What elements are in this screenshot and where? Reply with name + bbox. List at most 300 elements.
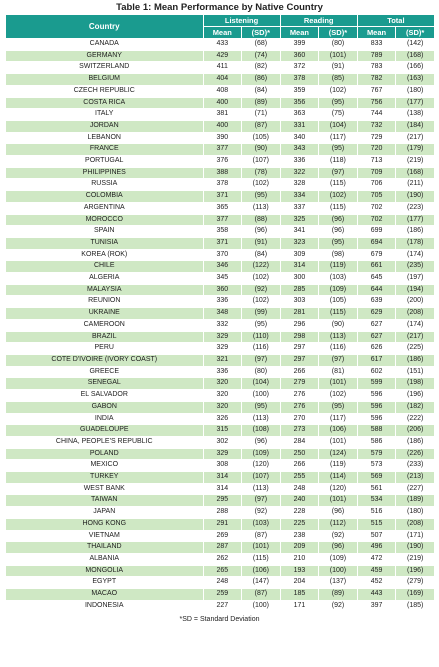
total-sd-cell: (208)	[396, 308, 435, 320]
country-cell: JORDAN	[6, 120, 204, 132]
listening-sd-cell: (102)	[242, 296, 281, 308]
table-row	[6, 589, 435, 601]
reading-sd-cell: (75)	[319, 109, 358, 121]
table-row	[6, 109, 435, 121]
total-mean-cell: 713	[357, 156, 396, 168]
reading-sd-cell: (95)	[319, 97, 358, 109]
reading-mean-cell: 228	[280, 507, 319, 519]
table-row	[6, 507, 435, 519]
listening-mean-cell: 326	[203, 413, 242, 425]
country-cell: CANADA	[6, 39, 204, 51]
listening-sd-cell: (106)	[242, 565, 281, 577]
table-row	[6, 577, 435, 589]
listening-mean-cell: 433	[203, 39, 242, 51]
country-cell: CHINA, PEOPLE'S REPUBLIC	[6, 436, 204, 448]
country-cell: GERMANY	[6, 50, 204, 62]
listening-mean-cell: 332	[203, 319, 242, 331]
listening-mean-cell: 400	[203, 97, 242, 109]
reading-sd-cell: (119)	[319, 261, 358, 273]
country-cell: EL SALVADOR	[6, 390, 204, 402]
reading-sd-cell: (109)	[319, 284, 358, 296]
reading-sd-cell: (137)	[319, 577, 358, 589]
total-sd-cell: (138)	[396, 109, 435, 121]
listening-sd-cell: (97)	[242, 495, 281, 507]
table-row	[6, 202, 435, 214]
total-mean-cell: 452	[357, 577, 396, 589]
country-cell: EGYPT	[6, 577, 204, 589]
listening-mean-cell: 265	[203, 565, 242, 577]
listening-mean-cell: 408	[203, 85, 242, 97]
country-cell: BELGIUM	[6, 74, 204, 86]
reading-mean-cell: 300	[280, 273, 319, 285]
reading-sd-cell: (95)	[319, 237, 358, 249]
reading-mean-cell: 341	[280, 226, 319, 238]
total-sd-cell: (185)	[396, 600, 435, 612]
country-cell: ARGENTINA	[6, 202, 204, 214]
reading-sd-cell: (102)	[319, 85, 358, 97]
listening-mean-cell: 314	[203, 483, 242, 495]
table-row	[6, 39, 435, 51]
reading-sd-cell: (92)	[319, 600, 358, 612]
reading-mean-cell: 225	[280, 518, 319, 530]
reading-sd-cell: (98)	[319, 249, 358, 261]
total-mean-cell: 661	[357, 261, 396, 273]
table-row	[6, 273, 435, 285]
reading-sd-cell: (81)	[319, 366, 358, 378]
listening-sd-cell: (147)	[242, 577, 281, 589]
listening-sd-cell: (92)	[242, 284, 281, 296]
listening-mean-cell: 321	[203, 354, 242, 366]
listening-mean-cell: 227	[203, 600, 242, 612]
performance-table	[5, 14, 435, 612]
reading-mean-cell: 328	[280, 179, 319, 191]
reading-mean-cell: 298	[280, 331, 319, 343]
listening-mean-cell: 329	[203, 448, 242, 460]
total-mean-cell: 586	[357, 436, 396, 448]
reading-mean-cell: 363	[280, 109, 319, 121]
country-cell: TUNISIA	[6, 237, 204, 249]
reading-mean-cell: 314	[280, 261, 319, 273]
reading-mean-cell: 209	[280, 542, 319, 554]
listening-sd-cell: (113)	[242, 413, 281, 425]
table-row	[6, 565, 435, 577]
listening-mean-cell: 371	[203, 237, 242, 249]
reading-mean-cell: 336	[280, 156, 319, 168]
table-row	[6, 237, 435, 249]
reading-mean-cell: 399	[280, 39, 319, 51]
footnote: *SD = Standard Deviation	[179, 616, 260, 624]
listening-mean-cell: 388	[203, 167, 242, 179]
reading-sd-cell: (97)	[319, 354, 358, 366]
country-cell: WEST BANK	[6, 483, 204, 495]
total-sd-cell: (179)	[396, 144, 435, 156]
reading-sd-cell: (101)	[319, 495, 358, 507]
table-row	[6, 284, 435, 296]
total-sd-cell: (186)	[396, 436, 435, 448]
reading-sd-cell: (115)	[319, 179, 358, 191]
total-header: Total	[357, 15, 434, 27]
reading-sd-cell: (115)	[319, 308, 358, 320]
table-row	[6, 390, 435, 402]
country-cell: GREECE	[6, 366, 204, 378]
total-sd-cell: (174)	[396, 249, 435, 261]
table-row	[6, 553, 435, 565]
total-sd-cell: (227)	[396, 483, 435, 495]
table-row	[6, 378, 435, 390]
reading-sd-cell: (114)	[319, 472, 358, 484]
table-row	[6, 144, 435, 156]
country-cell: RUSSIA	[6, 179, 204, 191]
total-sd-cell: (168)	[396, 167, 435, 179]
listening-sd-cell: (95)	[242, 319, 281, 331]
listening-mean-cell: 345	[203, 273, 242, 285]
table-row	[6, 179, 435, 191]
total-mean-cell: 573	[357, 460, 396, 472]
reading-sd-cell: (115)	[319, 202, 358, 214]
listening-sd-cell: (91)	[242, 237, 281, 249]
total-mean-cell: 782	[357, 74, 396, 86]
country-cell: CHILE	[6, 261, 204, 273]
reading-sd-cell: (101)	[319, 436, 358, 448]
table-row	[6, 413, 435, 425]
total-mean-cell: 756	[357, 97, 396, 109]
listening-mean-cell: 336	[203, 296, 242, 308]
listening-sd-cell: (104)	[242, 378, 281, 390]
reading-mean-cell: 284	[280, 436, 319, 448]
total-mean-cell: 702	[357, 202, 396, 214]
listening-sd-cell: (87)	[242, 120, 281, 132]
table-row	[6, 214, 435, 226]
total-sd-cell: (223)	[396, 202, 435, 214]
listening-mean-cell: 320	[203, 390, 242, 402]
total-mean-cell: 705	[357, 191, 396, 203]
reading-sd-cell: (100)	[319, 565, 358, 577]
total-mean-cell: 783	[357, 62, 396, 74]
reading-sd-cell: (92)	[319, 530, 358, 542]
total-mean-cell: 627	[357, 331, 396, 343]
reading-mean-cell: 325	[280, 214, 319, 226]
country-cell: MEXICO	[6, 460, 204, 472]
listening-mean-cell: 288	[203, 507, 242, 519]
reading-mean-cell: 323	[280, 237, 319, 249]
total-mean-cell: 833	[357, 39, 396, 51]
reading-mean-cell: 372	[280, 62, 319, 74]
reading-sd-cell: (102)	[319, 390, 358, 402]
reading-mean-cell: 359	[280, 85, 319, 97]
listening-mean-cell: 336	[203, 366, 242, 378]
reading-mean-header: Mean	[280, 27, 319, 39]
total-mean-cell: 507	[357, 530, 396, 542]
total-mean-cell: 602	[357, 366, 396, 378]
total-mean-cell: 627	[357, 319, 396, 331]
country-cell: CAMEROON	[6, 319, 204, 331]
reading-mean-cell: 285	[280, 284, 319, 296]
total-sd-cell: (168)	[396, 50, 435, 62]
reading-sd-cell: (112)	[319, 518, 358, 530]
total-sd-cell: (194)	[396, 284, 435, 296]
total-sd-cell: (198)	[396, 378, 435, 390]
reading-sd-cell: (117)	[319, 132, 358, 144]
listening-sd-cell: (99)	[242, 308, 281, 320]
reading-sd-cell: (96)	[319, 226, 358, 238]
total-mean-cell: 744	[357, 109, 396, 121]
total-sd-cell: (174)	[396, 319, 435, 331]
reading-sd-cell: (101)	[319, 50, 358, 62]
listening-mean-cell: 411	[203, 62, 242, 74]
reading-sd-cell: (91)	[319, 62, 358, 74]
listening-mean-cell: 329	[203, 343, 242, 355]
country-cell: MALAYSIA	[6, 284, 204, 296]
reading-header: Reading	[280, 15, 357, 27]
country-cell: SWITZERLAND	[6, 62, 204, 74]
total-mean-cell: 596	[357, 390, 396, 402]
table-row	[6, 600, 435, 612]
total-mean-cell: 534	[357, 495, 396, 507]
reading-sd-cell: (96)	[319, 542, 358, 554]
country-cell: JAPAN	[6, 507, 204, 519]
country-cell: COLOMBIA	[6, 191, 204, 203]
country-cell: ALGERIA	[6, 273, 204, 285]
listening-mean-cell: 315	[203, 425, 242, 437]
total-sd-cell: (217)	[396, 132, 435, 144]
country-cell: TAIWAN	[6, 495, 204, 507]
listening-mean-cell: 346	[203, 261, 242, 273]
reading-sd-header: (SD)*	[319, 27, 358, 39]
reading-mean-cell: 322	[280, 167, 319, 179]
listening-sd-cell: (90)	[242, 144, 281, 156]
reading-mean-cell: 248	[280, 483, 319, 495]
reading-mean-cell: 337	[280, 202, 319, 214]
listening-mean-cell: 248	[203, 577, 242, 589]
reading-sd-cell: (124)	[319, 448, 358, 460]
country-cell: PHILIPPINES	[6, 167, 204, 179]
listening-sd-cell: (82)	[242, 62, 281, 74]
table-row	[6, 472, 435, 484]
listening-sd-cell: (88)	[242, 214, 281, 226]
total-mean-cell: 629	[357, 308, 396, 320]
listening-mean-cell: 376	[203, 156, 242, 168]
total-sd-cell: (190)	[396, 542, 435, 554]
listening-sd-cell: (113)	[242, 483, 281, 495]
listening-sd-cell: (68)	[242, 39, 281, 51]
listening-mean-cell: 371	[203, 191, 242, 203]
table-row	[6, 97, 435, 109]
listening-sd-cell: (87)	[242, 530, 281, 542]
country-cell: COTE D'IVOIRE (IVORY COAST)	[6, 354, 204, 366]
reading-mean-cell: 240	[280, 495, 319, 507]
listening-mean-cell: 377	[203, 144, 242, 156]
total-mean-cell: 644	[357, 284, 396, 296]
listening-mean-cell: 365	[203, 202, 242, 214]
total-sd-cell: (180)	[396, 85, 435, 97]
listening-sd-cell: (95)	[242, 401, 281, 413]
country-cell: UKRAINE	[6, 308, 204, 320]
reading-mean-cell: 356	[280, 97, 319, 109]
total-sd-cell: (186)	[396, 226, 435, 238]
table-row	[6, 436, 435, 448]
listening-sd-cell: (108)	[242, 425, 281, 437]
country-cell: SPAIN	[6, 226, 204, 238]
reading-sd-cell: (96)	[319, 507, 358, 519]
total-sd-cell: (196)	[396, 565, 435, 577]
listening-mean-cell: 320	[203, 378, 242, 390]
reading-mean-cell: 360	[280, 50, 319, 62]
total-sd-cell: (208)	[396, 518, 435, 530]
listening-sd-cell: (109)	[242, 448, 281, 460]
listening-mean-cell: 404	[203, 74, 242, 86]
total-sd-cell: (225)	[396, 343, 435, 355]
reading-sd-cell: (96)	[319, 214, 358, 226]
country-cell: LEBANON	[6, 132, 204, 144]
total-sd-cell: (189)	[396, 495, 435, 507]
table-title: Table 1: Mean Performance by Native Country	[116, 2, 323, 13]
total-sd-cell: (279)	[396, 577, 435, 589]
listening-sd-header: (SD)*	[242, 27, 281, 39]
listening-mean-cell: 262	[203, 553, 242, 565]
reading-sd-cell: (89)	[319, 589, 358, 601]
listening-mean-cell: 381	[203, 109, 242, 121]
table-row	[6, 249, 435, 261]
total-mean-cell: 516	[357, 507, 396, 519]
listening-mean-cell: 370	[203, 249, 242, 261]
country-cell: GABON	[6, 401, 204, 413]
country-cell: PORTUGAL	[6, 156, 204, 168]
table-row	[6, 226, 435, 238]
listening-sd-cell: (78)	[242, 167, 281, 179]
reading-mean-cell: 276	[280, 401, 319, 413]
country-cell: MONGOLIA	[6, 565, 204, 577]
country-cell: VIETNAM	[6, 530, 204, 542]
listening-mean-cell: 269	[203, 530, 242, 542]
total-mean-cell: 579	[357, 448, 396, 460]
country-cell: PERU	[6, 343, 204, 355]
reading-sd-cell: (117)	[319, 413, 358, 425]
country-cell: SENEGAL	[6, 378, 204, 390]
listening-sd-cell: (71)	[242, 109, 281, 121]
total-mean-cell: 569	[357, 472, 396, 484]
total-sd-cell: (213)	[396, 472, 435, 484]
listening-sd-cell: (80)	[242, 366, 281, 378]
total-mean-header: Mean	[357, 27, 396, 39]
listening-sd-cell: (115)	[242, 553, 281, 565]
reading-mean-cell: 281	[280, 308, 319, 320]
listening-mean-cell: 358	[203, 226, 242, 238]
total-mean-cell: 702	[357, 214, 396, 226]
total-sd-cell: (197)	[396, 273, 435, 285]
table-row	[6, 518, 435, 530]
country-cell: MACAO	[6, 589, 204, 601]
reading-mean-cell: 334	[280, 191, 319, 203]
listening-mean-cell: 287	[203, 542, 242, 554]
listening-header: Listening	[203, 15, 280, 27]
total-sd-cell: (190)	[396, 191, 435, 203]
total-mean-cell: 472	[357, 553, 396, 565]
total-mean-cell: 645	[357, 273, 396, 285]
reading-sd-cell: (120)	[319, 483, 358, 495]
table-row	[6, 460, 435, 472]
table-row	[6, 74, 435, 86]
total-sd-cell: (151)	[396, 366, 435, 378]
country-cell: ALBANIA	[6, 553, 204, 565]
total-sd-cell: (186)	[396, 354, 435, 366]
listening-sd-cell: (97)	[242, 354, 281, 366]
reading-sd-cell: (106)	[319, 425, 358, 437]
reading-mean-cell: 204	[280, 577, 319, 589]
total-mean-cell: 789	[357, 50, 396, 62]
reading-sd-cell: (109)	[319, 553, 358, 565]
country-header: Country	[6, 15, 204, 39]
listening-sd-cell: (113)	[242, 202, 281, 214]
reading-mean-cell: 185	[280, 589, 319, 601]
reading-mean-cell: 210	[280, 553, 319, 565]
listening-sd-cell: (100)	[242, 390, 281, 402]
listening-mean-cell: 390	[203, 132, 242, 144]
reading-sd-cell: (85)	[319, 74, 358, 86]
table-row	[6, 354, 435, 366]
listening-mean-cell: 329	[203, 331, 242, 343]
listening-mean-cell: 320	[203, 401, 242, 413]
total-sd-cell: (219)	[396, 156, 435, 168]
total-sd-cell: (196)	[396, 390, 435, 402]
reading-mean-cell: 270	[280, 413, 319, 425]
total-mean-cell: 596	[357, 401, 396, 413]
listening-sd-cell: (84)	[242, 249, 281, 261]
table-row	[6, 261, 435, 273]
total-mean-cell: 617	[357, 354, 396, 366]
listening-sd-cell: (122)	[242, 261, 281, 273]
total-sd-cell: (184)	[396, 120, 435, 132]
total-mean-cell: 626	[357, 343, 396, 355]
total-sd-cell: (217)	[396, 331, 435, 343]
table-row	[6, 308, 435, 320]
listening-sd-cell: (102)	[242, 273, 281, 285]
listening-sd-cell: (87)	[242, 589, 281, 601]
country-cell: CZECH REPUBLIC	[6, 85, 204, 97]
listening-sd-cell: (74)	[242, 50, 281, 62]
listening-sd-cell: (120)	[242, 460, 281, 472]
table-row	[6, 296, 435, 308]
total-mean-cell: 596	[357, 413, 396, 425]
total-sd-cell: (177)	[396, 214, 435, 226]
table-row	[6, 530, 435, 542]
total-mean-cell: 561	[357, 483, 396, 495]
reading-mean-cell: 303	[280, 296, 319, 308]
reading-sd-cell: (95)	[319, 401, 358, 413]
table-row	[6, 448, 435, 460]
reading-sd-cell: (95)	[319, 144, 358, 156]
listening-sd-cell: (96)	[242, 436, 281, 448]
listening-sd-cell: (101)	[242, 542, 281, 554]
country-cell: INDONESIA	[6, 600, 204, 612]
total-mean-cell: 767	[357, 85, 396, 97]
reading-mean-cell: 171	[280, 600, 319, 612]
total-sd-header: (SD)*	[396, 27, 435, 39]
listening-mean-cell: 429	[203, 50, 242, 62]
reading-sd-cell: (103)	[319, 273, 358, 285]
total-mean-cell: 729	[357, 132, 396, 144]
total-sd-cell: (211)	[396, 179, 435, 191]
total-sd-cell: (180)	[396, 507, 435, 519]
table-row	[6, 366, 435, 378]
table-row	[6, 483, 435, 495]
listening-mean-header: Mean	[203, 27, 242, 39]
total-sd-cell: (233)	[396, 460, 435, 472]
listening-sd-cell: (105)	[242, 132, 281, 144]
listening-mean-cell: 400	[203, 120, 242, 132]
table-body	[6, 39, 435, 612]
total-sd-cell: (142)	[396, 39, 435, 51]
listening-sd-cell: (100)	[242, 600, 281, 612]
